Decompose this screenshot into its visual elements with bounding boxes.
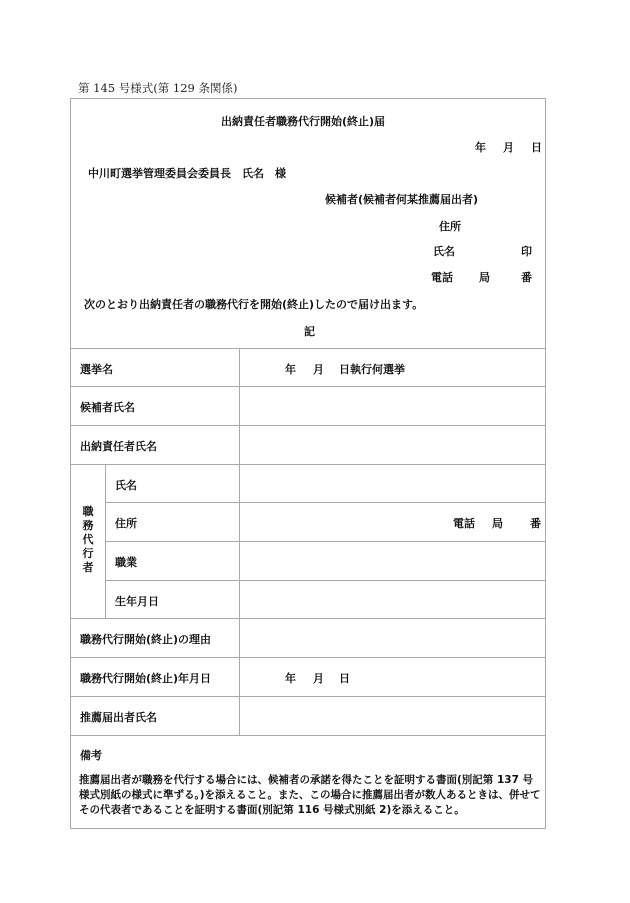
applicant-phone-label: 電話 xyxy=(431,271,453,284)
start-date-month: 月 xyxy=(313,672,324,685)
row-divider xyxy=(105,580,545,581)
group-divider xyxy=(105,464,106,618)
addressee: 中川町選挙管理委員会委員長 氏名 様 xyxy=(88,167,286,180)
treasurer-name-label: 出納責任者氏名 xyxy=(80,440,157,453)
start-date-label: 職務代行開始(終止)年月日 xyxy=(80,672,212,685)
date-day-label: 日 xyxy=(531,141,542,154)
notification-form xyxy=(70,98,546,829)
proxy-phone-ban: 番 xyxy=(530,517,541,530)
proxy-group-label: 職務代行者 xyxy=(82,505,94,574)
reason-label: 職務代行開始(終止)の理由 xyxy=(80,633,212,646)
applicant-address-label: 住所 xyxy=(439,220,461,233)
row-divider xyxy=(105,502,545,503)
proxy-name-label: 氏名 xyxy=(115,479,137,492)
row-divider xyxy=(71,386,545,387)
applicant-phone-ban: 番 xyxy=(521,271,532,284)
applicant-name-label: 氏名 xyxy=(433,245,455,258)
column-divider xyxy=(239,348,240,735)
proxy-address-label: 住所 xyxy=(115,517,137,530)
election-year-label: 年 xyxy=(285,363,296,376)
row-divider xyxy=(71,696,545,697)
ki-mark: 記 xyxy=(304,325,315,338)
remarks-title: 備考 xyxy=(80,749,102,762)
remarks-body: 推薦届出者が職務を代行する場合には、候補者の承諾を得たことを証明する書面(別記第 137 号様式別紙の様式に準ずる。)を添えること。また、この場合に推薦届出者が数人あるときは、併せてその代表者であることを証明する書面(別記第 116 号様式別紙 2)を添えること。 xyxy=(79,774,541,816)
date-month-label: 月 xyxy=(503,141,514,154)
row-divider xyxy=(71,735,545,736)
recommender-name-label: 推薦届出者氏名 xyxy=(80,711,157,724)
candidate-name-label: 候補者氏名 xyxy=(80,401,135,414)
proxy-birthdate-label: 生年月日 xyxy=(115,595,159,608)
row-divider xyxy=(71,657,545,658)
row-divider xyxy=(71,348,545,349)
form-number-caption: 第 145 号様式(第 129 条関係) xyxy=(78,81,238,95)
form-title: 出納責任者職務代行開始(終止)届 xyxy=(221,115,386,128)
proxy-phone-kyoku: 局 xyxy=(492,517,503,530)
proxy-phone-label: 電話 xyxy=(453,517,475,530)
row-divider xyxy=(71,618,545,619)
row-divider xyxy=(105,541,545,542)
applicant-label: 候補者(候補者何某推薦届出者) xyxy=(325,193,479,206)
statement: 次のとおり出納責任者の職務代行を開始(終止)したので届け出ます。 xyxy=(84,298,424,311)
election-name-label: 選挙名 xyxy=(80,363,113,376)
start-date-day: 日 xyxy=(339,672,350,685)
date-year-label: 年 xyxy=(475,141,486,154)
proxy-occupation-label: 職業 xyxy=(115,556,137,569)
election-name-value: 日執行何選挙 xyxy=(339,363,405,376)
seal-mark: 印 xyxy=(521,245,532,258)
election-month-label: 月 xyxy=(313,363,324,376)
applicant-phone-kyoku: 局 xyxy=(479,271,490,284)
row-divider xyxy=(71,464,545,465)
start-date-year: 年 xyxy=(285,672,296,685)
row-divider xyxy=(71,425,545,426)
